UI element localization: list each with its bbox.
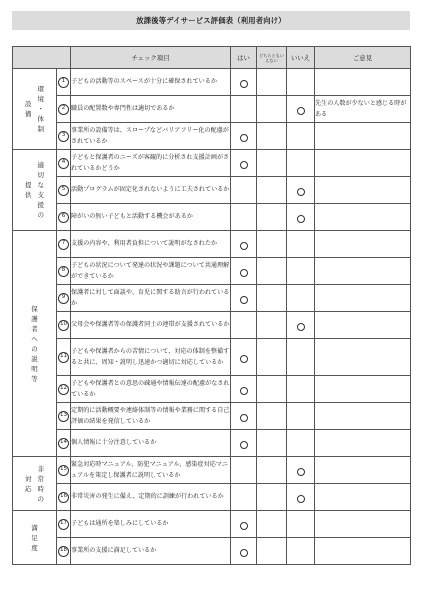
answer-yes-cell xyxy=(231,150,257,177)
group-environment xyxy=(13,69,57,150)
answer-yes-cell xyxy=(231,231,257,258)
item-number xyxy=(57,538,71,565)
answer-no-cell xyxy=(287,231,315,258)
answer-yes-cell xyxy=(231,96,257,123)
check-item-text: 事業所の設備等は、スロープなどバリアフリー化の配慮がされているか xyxy=(71,123,231,150)
table-row xyxy=(13,177,411,204)
check-item-text: 非常災害の発生に備え、定期的に訓練が行われているか xyxy=(71,484,231,511)
item-number xyxy=(57,123,71,150)
item-number xyxy=(57,430,71,457)
opinion-cell xyxy=(315,204,411,231)
check-item-text: 保護者に対して面談や、育児に関する助言が行われているか xyxy=(71,285,231,312)
item-number-label: 10 xyxy=(58,320,69,331)
answer-yes-cell xyxy=(231,177,257,204)
table-row xyxy=(13,96,411,123)
group-support xyxy=(13,150,57,231)
group-satisfaction xyxy=(13,511,57,565)
answer-neither-cell xyxy=(257,457,287,484)
group-support-inner: 適 切 な 支 援 の xyxy=(37,161,44,219)
item-number-label: 16 xyxy=(58,492,69,503)
answer-neither-cell xyxy=(257,430,287,457)
opinion-cell xyxy=(315,69,411,96)
item-number xyxy=(57,285,71,312)
answer-neither-cell xyxy=(257,150,287,177)
item-number-label: 8 xyxy=(58,266,69,277)
circle-mark-icon xyxy=(297,188,305,196)
answer-yes-cell xyxy=(231,430,257,457)
header-category xyxy=(13,47,71,69)
circle-mark-icon xyxy=(240,387,248,395)
group-emergency xyxy=(13,457,57,511)
answer-neither-cell xyxy=(257,511,287,538)
table-body xyxy=(13,69,411,565)
opinion-cell xyxy=(315,457,411,484)
answer-no-cell xyxy=(287,285,315,312)
item-number xyxy=(57,376,71,403)
table-row xyxy=(13,123,411,150)
item-number xyxy=(57,69,71,96)
item-number-label: 9 xyxy=(58,293,69,304)
document-title: 放課後等デイサービス評価表（利用者向け） xyxy=(12,11,410,30)
circle-mark-icon xyxy=(240,134,248,142)
circle-mark-icon xyxy=(240,414,248,422)
group-guardian-label: 保 護 者 へ の 説 明 等 xyxy=(31,304,38,383)
header-opinion: ご意見 xyxy=(315,47,411,69)
answer-neither-cell xyxy=(257,204,287,231)
answer-no-cell xyxy=(287,376,315,403)
circle-mark-icon xyxy=(240,441,248,449)
table-row xyxy=(13,457,411,484)
item-number-label: 11 xyxy=(58,352,69,363)
group-support-outer: 提 供 xyxy=(25,181,32,199)
answer-neither-cell xyxy=(257,339,287,376)
item-number-label: 14 xyxy=(58,438,69,449)
item-number-label: 17 xyxy=(58,519,69,530)
answer-neither-cell xyxy=(257,285,287,312)
answer-yes-cell xyxy=(231,285,257,312)
opinion-cell xyxy=(315,430,411,457)
header-neither: どちらともいえない xyxy=(257,47,287,69)
item-number xyxy=(57,511,71,538)
opinion-cell xyxy=(315,538,411,565)
group-emergency-outer: 対 応 xyxy=(25,474,32,493)
header-no: いいえ xyxy=(287,47,315,69)
answer-no-cell xyxy=(287,312,315,339)
table-row xyxy=(13,484,411,511)
circle-mark-icon xyxy=(297,468,305,476)
answer-neither-cell xyxy=(257,538,287,565)
answer-no-cell xyxy=(287,538,315,565)
item-number xyxy=(57,258,71,285)
answer-neither-cell xyxy=(257,231,287,258)
answer-yes-cell xyxy=(231,204,257,231)
answer-neither-cell xyxy=(257,177,287,204)
circle-mark-icon xyxy=(240,522,248,530)
answer-yes-cell xyxy=(231,258,257,285)
check-item-text: 子どもは通所を楽しみにしているか xyxy=(71,511,231,538)
table-row xyxy=(13,258,411,285)
item-number-label: 1 xyxy=(58,77,69,88)
group-satisfaction-label: 満 足 度 xyxy=(31,523,38,552)
answer-yes-cell xyxy=(231,69,257,96)
table-row xyxy=(13,231,411,258)
check-item-text: 子どもや保護者との意思の疎通や情報伝達の配慮がなされているか xyxy=(71,376,231,403)
answer-no-cell xyxy=(287,430,315,457)
opinion-cell xyxy=(315,511,411,538)
opinion-cell xyxy=(315,150,411,177)
item-number xyxy=(57,484,71,511)
item-number-label: 4 xyxy=(58,158,69,169)
check-item-text: 子どもの活動等のスペースが十分に確保されているか xyxy=(71,69,231,96)
answer-no-cell xyxy=(287,177,315,204)
item-number-label: 6 xyxy=(58,212,69,223)
group-support-label xyxy=(13,160,56,220)
answer-no-cell xyxy=(287,403,315,430)
answer-no-cell xyxy=(287,511,315,538)
circle-mark-icon xyxy=(297,495,305,503)
opinion-cell xyxy=(315,123,411,150)
answer-yes-cell xyxy=(231,538,257,565)
table-row xyxy=(13,204,411,231)
circle-mark-icon xyxy=(240,296,248,304)
answer-yes-cell xyxy=(231,457,257,484)
group-environment-inner: 環 境 ・ 体 制 xyxy=(37,85,44,133)
answer-no-cell xyxy=(287,339,315,376)
opinion-cell: 先生の人数が少ないと感じる時がある xyxy=(315,96,411,123)
table-row xyxy=(13,285,411,312)
item-number xyxy=(57,150,71,177)
circle-mark-icon xyxy=(297,323,305,331)
answer-neither-cell xyxy=(257,123,287,150)
group-environment-label xyxy=(13,84,56,134)
opinion-cell xyxy=(315,403,411,430)
answer-yes-cell xyxy=(231,123,257,150)
item-number-label: 3 xyxy=(58,131,69,142)
opinion-cell xyxy=(315,231,411,258)
table-row xyxy=(13,312,411,339)
answer-neither-cell xyxy=(257,312,287,339)
answer-no-cell xyxy=(287,258,315,285)
table-row xyxy=(13,403,411,430)
answer-neither-cell xyxy=(257,403,287,430)
item-number-label: 2 xyxy=(58,104,69,115)
opinion-cell xyxy=(315,339,411,376)
item-number-label: 18 xyxy=(58,546,69,557)
item-number xyxy=(57,312,71,339)
answer-neither-cell xyxy=(257,484,287,511)
check-item-text: 父母会や保護者等の保護者同士の連帯が支援されているか xyxy=(71,312,231,339)
evaluation-table xyxy=(12,46,411,565)
opinion-cell xyxy=(315,285,411,312)
item-number-label: 7 xyxy=(58,239,69,250)
circle-mark-icon xyxy=(297,215,305,223)
item-number-label: 13 xyxy=(58,411,69,422)
circle-mark-icon xyxy=(240,355,248,363)
item-number xyxy=(57,96,71,123)
check-item-text: 支援の内容や、利用者負担について説明がなされたか xyxy=(71,231,231,258)
check-item-text: 事業所の支援に満足しているか xyxy=(71,538,231,565)
item-number xyxy=(57,457,71,484)
group-emergency-label xyxy=(13,464,56,504)
check-item-text: 個人情報に十分注意しているか xyxy=(71,430,231,457)
item-number-label: 5 xyxy=(58,185,69,196)
table-row xyxy=(13,376,411,403)
answer-yes-cell xyxy=(231,403,257,430)
item-number xyxy=(57,204,71,231)
check-item-text: 障がいの無い子どもと活動する機会があるか xyxy=(71,204,231,231)
opinion-cell xyxy=(315,376,411,403)
opinion-cell xyxy=(315,177,411,204)
header-check-item: チェック項目 xyxy=(71,47,231,69)
answer-yes-cell xyxy=(231,376,257,403)
table-row xyxy=(13,69,411,96)
circle-mark-icon xyxy=(240,269,248,277)
check-item-text: 職員の配置数や専門性は適切であるか xyxy=(71,96,231,123)
circle-mark-icon xyxy=(297,107,305,115)
check-item-text: 子どもの状況について発達の状況や課題について共通理解ができているか xyxy=(71,258,231,285)
answer-yes-cell xyxy=(231,484,257,511)
item-number-label: 15 xyxy=(58,465,69,476)
table-row xyxy=(13,150,411,177)
item-number xyxy=(57,403,71,430)
answer-no-cell xyxy=(287,150,315,177)
answer-no-cell xyxy=(287,96,315,123)
check-item-text: 緊急対応時マニュアル、防犯マニュアル、感染症対応マニュアルを策定し保護者に説明しているか xyxy=(71,457,231,484)
opinion-cell xyxy=(315,312,411,339)
circle-mark-icon xyxy=(240,242,248,250)
answer-neither-cell xyxy=(257,376,287,403)
answer-neither-cell xyxy=(257,258,287,285)
answer-yes-cell xyxy=(231,339,257,376)
answer-yes-cell xyxy=(231,312,257,339)
group-emergency-inner: 非 常 時 の xyxy=(37,464,44,503)
item-number xyxy=(57,339,71,376)
answer-no-cell xyxy=(287,457,315,484)
item-number-label: 12 xyxy=(58,384,69,395)
answer-no-cell xyxy=(287,204,315,231)
opinion-cell xyxy=(315,484,411,511)
group-environment-outer: 設 備 xyxy=(25,100,32,118)
item-number xyxy=(57,231,71,258)
check-item-text: 子どもと保護者のニーズが客観的に分析され支援計画がされているかどうか xyxy=(71,150,231,177)
check-item-text: 活動プログラムが固定化されないように工夫されているか xyxy=(71,177,231,204)
circle-mark-icon xyxy=(240,549,248,557)
answer-no-cell xyxy=(287,123,315,150)
item-number xyxy=(57,177,71,204)
answer-no-cell xyxy=(287,69,315,96)
answer-neither-cell xyxy=(257,96,287,123)
circle-mark-icon xyxy=(240,80,248,88)
check-item-text: 定期的に活動概要や連絡体制等の情報や業務に関する自己評価の結果を発信しているか xyxy=(71,403,231,430)
table-row xyxy=(13,511,411,538)
answer-no-cell xyxy=(287,484,315,511)
header-yes: はい xyxy=(231,47,257,69)
group-guardian xyxy=(13,231,57,457)
answer-neither-cell xyxy=(257,69,287,96)
check-item-text: 子どもや保護者からの苦情について、対応の体制を整備すると共に、周知・説明し迅速かつ適切に対応しているか xyxy=(71,339,231,376)
table-row xyxy=(13,430,411,457)
opinion-cell xyxy=(315,258,411,285)
table-row xyxy=(13,538,411,565)
circle-mark-icon xyxy=(240,161,248,169)
table-row xyxy=(13,339,411,376)
answer-yes-cell xyxy=(231,511,257,538)
